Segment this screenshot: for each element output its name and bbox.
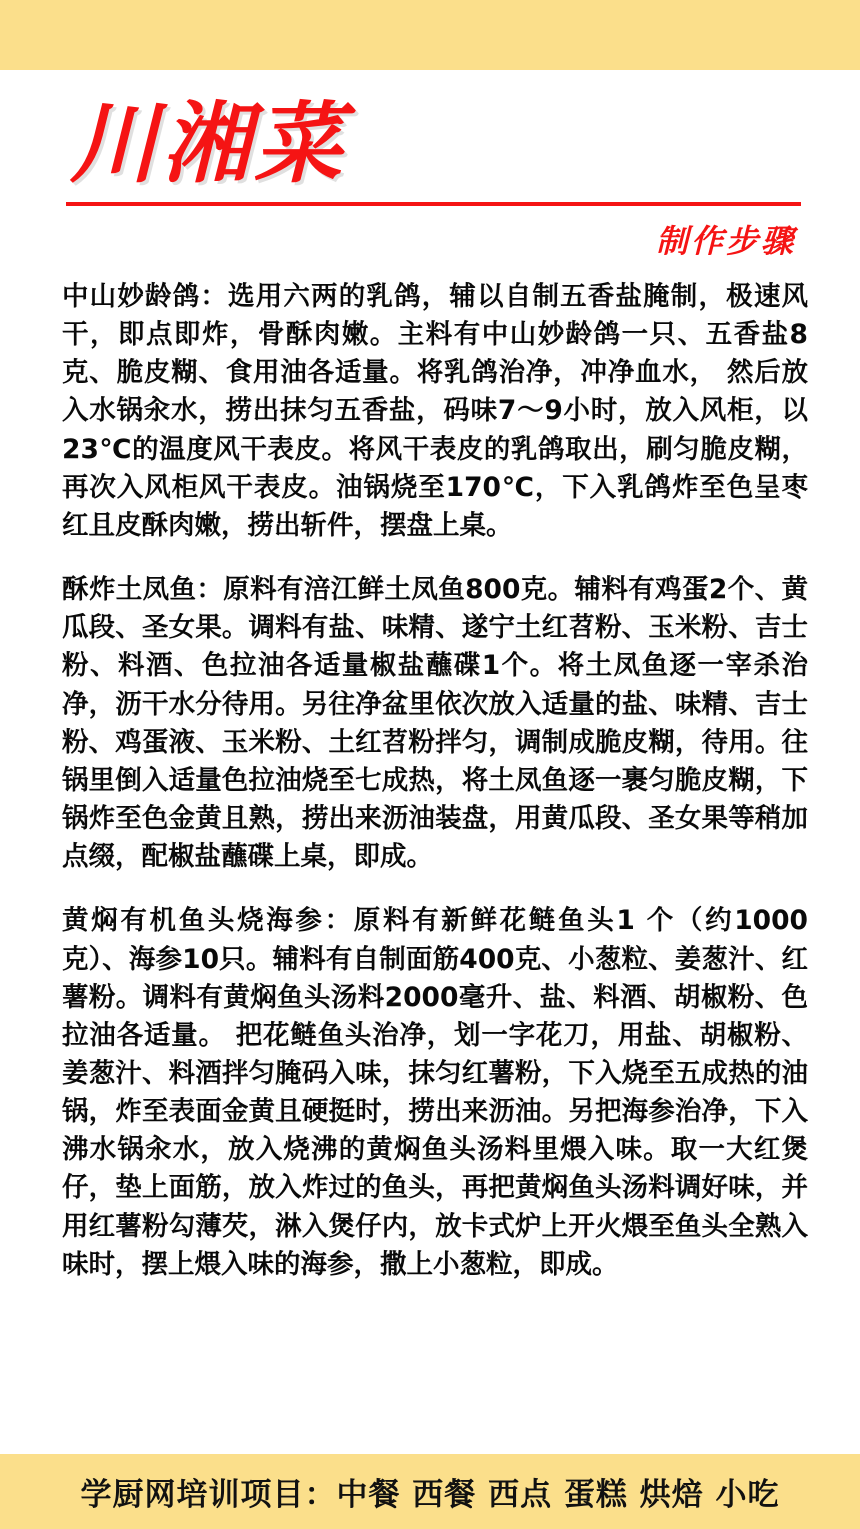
footer-text: 学厨网培训项目：中餐 西餐 西点 蛋糕 烘焙 小吃: [80, 1477, 780, 1513]
article-body: [62, 278, 808, 1284]
title-divider: [66, 202, 801, 206]
section-subtitle: 制作步骤: [655, 222, 796, 260]
subtitle-row: [62, 216, 808, 262]
paragraph: 黄焖有机鱼头烧海参：原料有新鲜花鲢鱼头1 个（约1000克）、海参10只。辅料有自制面筋400克、小葱粒、姜葱汁、红薯粉。调料有黄焖鱼头汤料2000毫升、盐、料酒、胡椒粉、色拉油各适量。 把花鲢鱼头治净，划一字花刀，用盐、胡椒粉、姜葱汁、料酒拌匀腌码入味，抹匀红薯粉，下入烧至五成热的油锅，炸至表面金黄且硬挺时，捞出来沥油。另把海参治净，下入沸水锅汆水，放入烧沸的黄焖鱼头汤料里煨入味。取一大红煲仔，垫上面筋，放入炸过的鱼头，再把黄焖鱼头汤料调好味，并用红薯粉勾薄芡，淋入煲仔内，放卡式炉上开火煨至鱼头全熟入味时，摆上煨入味的海参，撒上小葱粒，即成。: [62, 905, 808, 1280]
poster-content: [0, 70, 860, 1454]
top-band: [0, 0, 860, 70]
page-title: 川湘菜: [70, 92, 347, 195]
paragraph: 中山妙龄鸽：选用六两的乳鸽，辅以自制五香盐腌制，极速风干，即点即炸，骨酥肉嫩。主料有中山妙龄鸽一只、五香盐8克、脆皮糊、食用油各适量。将乳鸽治净，冲净血水， 然后放入水锅汆水，捞出抹匀五香盐，码味7～9小时，放入风柜，以23℃的温度风干表皮。将风干表皮的乳鸽取出，刷匀脆皮糊，再次入风柜风干表皮。油锅烧至170℃，下入乳鸽炸至色呈枣红且皮酥肉嫩，捞出斩件，摆盘上桌。: [62, 281, 808, 541]
bottom-band: [0, 1454, 860, 1529]
paragraph: 酥炸土凤鱼：原料有涪江鲜土凤鱼800克。辅料有鸡蛋2个、黄瓜段、圣女果。调料有盐、味精、遂宁土红苕粉、玉米粉、吉士粉、料酒、色拉油各适量椒盐蘸碟1个。将土凤鱼逐一宰杀治净，沥干水分待用。另往净盆里依次放入适量的盐、味精、吉士粉、鸡蛋液、玉米粉、土红苕粉拌匀，调制成脆皮糊，待用。往锅里倒入适量色拉油烧至七成热，将土凤鱼逐一裹匀脆皮糊，下锅炸至色金黄且熟，捞出来沥油装盘，用黄瓜段、圣女果等稍加点缀，配椒盐蘸碟上桌，即成。: [62, 574, 808, 873]
